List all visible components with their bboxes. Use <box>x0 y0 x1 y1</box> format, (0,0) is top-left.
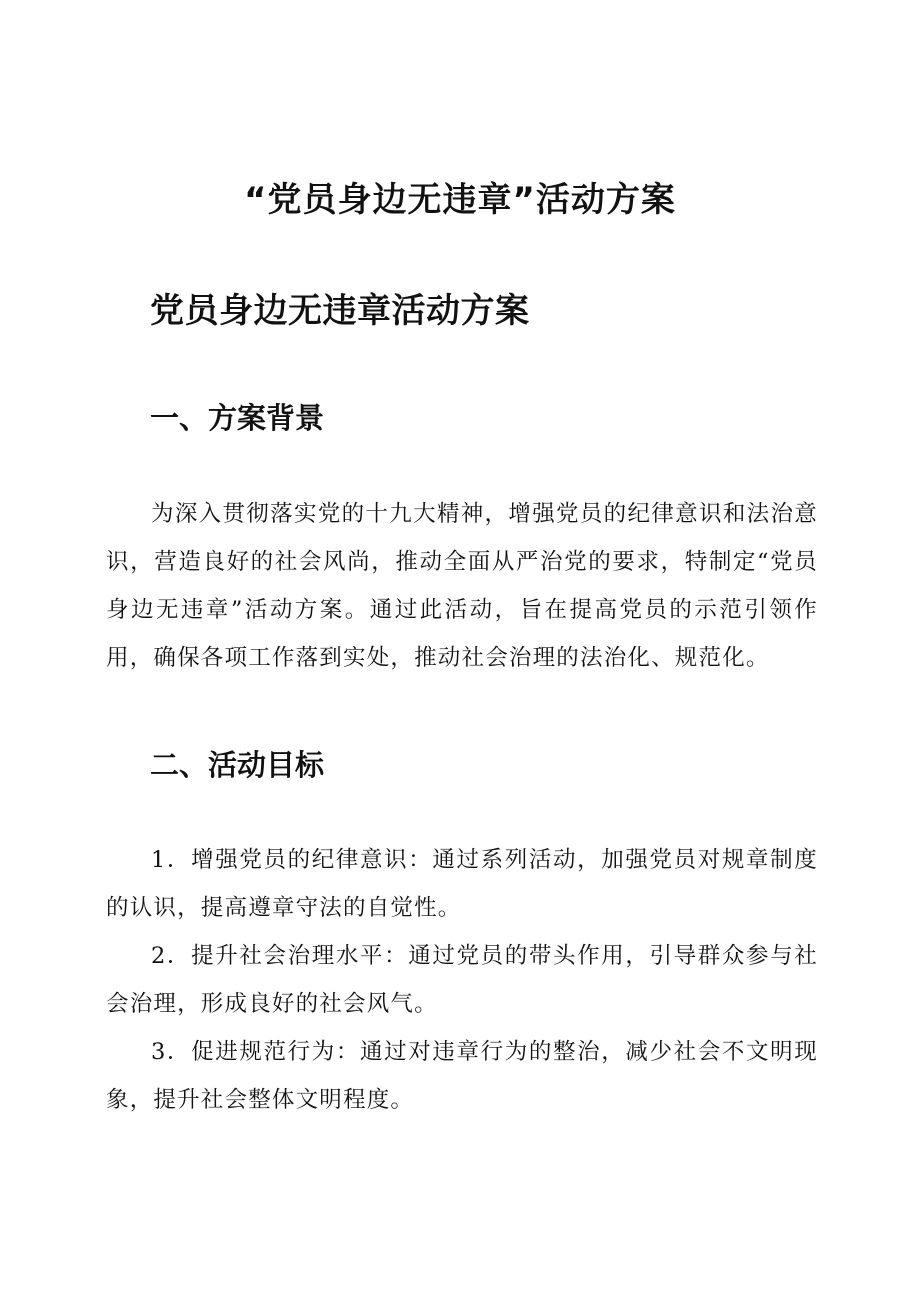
paragraph-background: 为深入贯彻落实党的十九大精神，增强党员的纪律意识和法治意识，营造良好的社会风尚，推动全面从严治党的要求，特制定“党员身边无违章”活动方案。通过此活动，旨在提高党员的示范引领作用，确保各项工作落到实处，推动社会治理的法治化、规范化。 <box>106 501 818 671</box>
section-heading-goals: 二、活动目标 <box>150 748 325 782</box>
document-title: “党员身边无违章”活动方案 <box>244 180 676 220</box>
section-heading-background: 一、方案背景 <box>150 401 325 435</box>
goal-item-3: 3．促进规范行为：通过对违章行为的整治，减少社会不文明现象，提升社会整体文明程度。 <box>106 1039 818 1113</box>
goal-item-1: 1．增强党员的纪律意识：通过系列活动，加强党员对规章制度的认识，提高遵章守法的自觉性。 <box>106 847 818 921</box>
document-subtitle: 党员身边无违章活动方案 <box>150 291 530 331</box>
goal-item-2: 2．提升社会治理水平：通过党员的带头作用，引导群众参与社会治理，形成良好的社会风气。 <box>106 943 818 1017</box>
